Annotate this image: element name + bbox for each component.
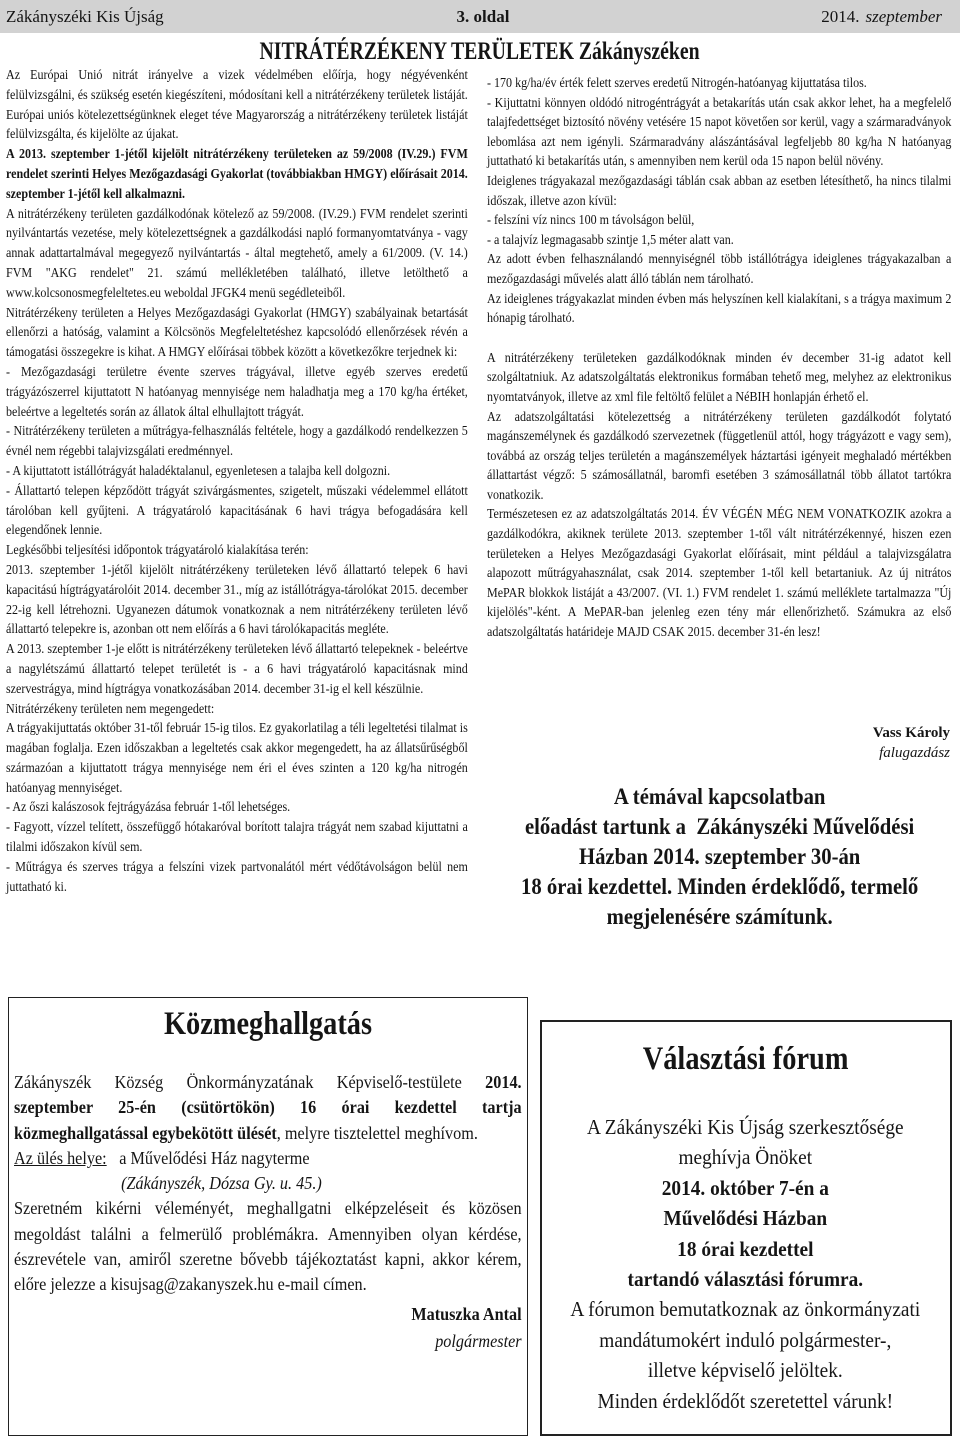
paragraph: Legkésőbbi teljesítési időpontok trágyatároló kialakítása terén: xyxy=(6,543,309,559)
article-left-column xyxy=(6,66,468,897)
list-item: - Nitrátérzékeny területen a műtrágya-felhasználás feltétele, hogy a gazdálkodó rendelkezzen 5 évnél nem régebbi talajvizsgálati eredménnyel. xyxy=(6,424,468,460)
forum-venue-line: Művelődési Házban xyxy=(663,1206,828,1231)
paragraph: Nitrátérzékeny területen nem megengedett: xyxy=(6,701,215,717)
request-paragraph: Szeretném kikérni véleményét, meghallgatni elképzeléseit és közösen megoldást találni a felmerülő problémákra. Amennyiben olyan kérdése, észrevétele van, amiről szeretne bővebb tájékoztatást kapni, akkor kérem, előre jelezze a kisujsag@zakanyszek.hu e-mail címen. xyxy=(14,1198,522,1295)
article-right-column xyxy=(487,74,951,643)
paragraph: A nitrátérzékeny területen gazdálkodónak kötelező az 59/2008. (IV.29.) FVM rendelet szerinti nyilvántartás vezetése, mely kötelezettségnek a gazdálkodási napló formanyomtatványa - vagy annak adattartalmával megegyező nyilvántartás - által megtehető, amely a 61/2009. (V. 14.) FVM "AKG rendelet" 21. számú mellékletében található, illetve letölthető a www.kolcsonosmegfeleltetes.eu weboldal JFGK4 menü segédleteiből. xyxy=(6,206,468,301)
forum-line: illetve képviselő jelöltek. xyxy=(647,1358,843,1383)
announcement-line: Házban 2014. szeptember 30-án xyxy=(578,844,861,869)
election-forum-box xyxy=(540,1020,952,1436)
venue-value: a Művelődési Ház nagyterme xyxy=(119,1147,310,1168)
issue-month: szeptember xyxy=(865,7,942,26)
invitation-intro: Zákányszék Község Önkormányzatának Képviselő-testülete xyxy=(14,1072,486,1092)
venue-line xyxy=(14,1146,522,1171)
paragraph: Az adatszolgáltatási kötelezettség a nitrátérzékeny területen gazdálkodót folytató magánszemélynek és gazdálkodó szervezetnek (függetlenül attól, hogy trágyázott e vagy sem), továbbá az ország teljes területén a magánszemélyek háztartási igényeit meghaladó mértékben állattartást végző: 5 számosállatnál, baromfi esetében 3 számosállatnál több állatot tartókra vonatkozik. xyxy=(487,409,952,503)
forum-event-line: tartandó választási fórumra. xyxy=(627,1267,864,1292)
paragraph: Az adott évben felhasználandó mennyiségnél több istállótrágya ideiglenes trágyakazalban a mezőgazdasági művelés alatt álló táblán nem tárolható. xyxy=(487,252,952,287)
forum-date-line: 2014. október 7-én a xyxy=(661,1175,829,1200)
forum-line: A fórumon bemutatkoznak az önkormányzati xyxy=(570,1297,921,1322)
paragraph: Az Európai Unió nitrát irányelve a vizek védelmében előírja, hogy négyévenként felülvizsgálni, és szükség esetén kiegészíteni, módosítani kell a nitrátérzékeny területek listáját. Európai uniós kötelezettségünknek eleget téve Magyarország a nitrátérzékeny területek listáját felülvizsgálta, és kijelölte az újakat. xyxy=(6,68,468,143)
invitation-details: 2014. szeptember 25-én (csütörtökön) 16 órai kezdettel tartja közmeghallgatással egybekötött ülését xyxy=(14,1072,522,1143)
paragraph: Ideiglenes trágyakazal mezőgazdasági táblán csak abban az esetben létesíthető, ha nincs tilalmi időszak, illetve azon kívül: xyxy=(487,173,952,209)
announcement-line: előadást tartunk a Zákányszéki Művelődési xyxy=(524,814,915,839)
public-hearing-body xyxy=(14,1070,522,1354)
article-title-row xyxy=(0,36,960,68)
venue-address: (Zákányszék, Dózsa Gy. u. 45.) xyxy=(121,1173,322,1194)
list-item: - Az őszi kalászosok fejtrágyázása február 1-től lehetséges. xyxy=(6,800,291,816)
signer-name: Matuszka Antal xyxy=(411,1303,522,1324)
list-item: - a talajvíz legmagasabb szintje 1,5 méter alatt van. xyxy=(487,232,734,248)
paragraph: Az ideiglenes trágyakazlat minden évben más helyszínen kell kialakítani, s a trágya maximum 2 hónapig tárolható. xyxy=(487,291,952,327)
announcement-line: megjelenésére számítunk. xyxy=(606,904,833,929)
paragraph: A 2013. szeptember 1-je előtt is nitrátérzékeny területeken lévő állattartó telepeknek - beleértve a nagylétszámú állattartó telepet területét is - a 6 havi trágyatároló kapacitásnak mind szervestrágya, mind hígtrágya vonatkozásában 2014. december 31-ig el kell készülnie. xyxy=(6,642,468,697)
paragraph-bold: A 2013. szeptember 1-jétől kijelölt nitrátérzékeny területeken az 59/2008 (IV.29.) FVM rendelet szerinti Helyes Mezőgazdasági Gyakorlat (továbbiakban HMGY) előírásait 2014. szeptember 1-jétől kell alkalmazni. xyxy=(6,147,468,202)
author-name: Vass Károly xyxy=(872,725,950,741)
article-title: NITRÁTÉRZÉKENY TERÜLETEK Zákányszéken xyxy=(259,38,701,65)
public-hearing-title: Közmeghallgatás xyxy=(163,1006,372,1042)
invitation-outro: , melyre tisztelettel meghívom. xyxy=(276,1122,478,1143)
announcement-line: A témával kapcsolatban xyxy=(613,784,826,809)
lecture-announcement xyxy=(487,782,952,934)
signer-role: polgármester xyxy=(435,1330,522,1351)
paragraph: A trágyakijuttatás október 31-től február 15-ig tilos. Ez gyakorlatilag a téli legeltetési tilalmat is magában foglalja. Ezen időszakban a legeltetés csak akkor megengedett, ha az állatsűrűségből származóan a kijuttatott trágya mennyisége nem éri el éves szinten a 120 kg/ha nitrogén hatóanyag mennyiséget. xyxy=(6,721,468,796)
list-item: - Mezőgazdasági területre évente szerves trágyával, illetve egyéb szerves eredetű trágyázószerrel kijuttatott N hatóanyag mennyisége nem haladhatja meg a 170 kg/ha értéket, beleértve a legeltetés során az állatok által elhullajtott trágyát. xyxy=(6,364,468,420)
election-forum-title: Választási fórum xyxy=(642,1041,849,1077)
signature xyxy=(14,1302,522,1355)
public-hearing-box xyxy=(8,997,528,1436)
public-hearing-title-row xyxy=(9,1004,526,1044)
list-item: - Kijuttatni könnyen oldódó nitrogéntrágyát a betakarítás után csak akkor lehet, ha a megfelelő talajfedettséget biztosító növény vetésére 15 napot követően sor kerül, vagy a szármaradványok lebomlása azt nem igényli. Szármaradvány alászántásával legfeljebb 80 kg/ha N hatóanyag juttatható ki betakarítás után, s amennyiben nem kerül oda 15 napon belül növény. xyxy=(487,95,952,170)
paragraph: 2013. szeptember 1-jétől kijelölt nitrátérzékeny területeken lévő állattartó telepek 6 havi kapacitású hígtrágyatárolóit 2014. december 31., míg az istállótrágya-tárolókat 2015. december 22-ig kell létrehozni. Ugyanezen dátumok vonatkoznak a nem nitrátérzékeny területen lévő állattartó telepekre is, azonban ott nem előírás a 6 havi tárolókapacitás megléte. xyxy=(6,562,468,638)
venue-label: Az ülés helye: xyxy=(14,1147,107,1168)
author-role: falugazdász xyxy=(879,745,950,761)
list-item: - Műtrágya és szerves trágya a felszíni vizek partvonalától mért védőtávolságon belül nem juttatható ki. xyxy=(6,859,468,895)
list-item: - A kijuttatott istállótrágyát haladéktalanul, egyenletesen a talajba kell dolgozni. xyxy=(6,463,391,479)
list-item: - felszíni víz nincs 100 m távolságon belül, xyxy=(487,213,695,229)
forum-line: meghívja Önöket xyxy=(678,1145,813,1170)
paragraph: Természetesen ez az adatszolgáltatás 2014. ÉV VÉGÉN MÉG NEM VONATKOZIK azokra a gazdálkodókra, akiknek területe 2013. szeptember 1-től vált nitrátérzékennyé, hiszen ezen területeken a Helyes Mezőgazdasági Gyakorlat előírásait, mint például a talajvizsgálatra alapozott műtrágyahasználat, csak 2014. szeptember 1-től kell betartaniuk. Az új nitrátos MePAR blokkok listáját a 43/2007. (VI. 1.) FVM rendelet 1. számú melléklete tartalmazza "Új kijelölés"-ként. A MePAR-ban jelenleg ezen tény már ellenőrizhető. Számukra az első adatszolgáltatás határideje MAJD CSAK 2015. december 31-én lesz! xyxy=(487,507,952,641)
list-item: - 170 kg/ha/év érték felett szerves eredetű Nitrogén-hatóanyag kijuttatása tilos. xyxy=(487,76,867,91)
forum-line: Minden érdeklődőt szeretettel várunk! xyxy=(597,1388,894,1413)
issue-date xyxy=(821,0,942,33)
election-forum-body xyxy=(542,1112,949,1416)
page-header xyxy=(0,0,960,33)
list-item: - Fagyott, vízzel telített, összefüggő hótakaróval borított talajra trágyát nem szabad kijuttatni a tilalmi időszakon kívül sem. xyxy=(6,820,468,856)
forum-line: A Zákányszéki Kis Újság szerkesztősége xyxy=(587,1115,904,1139)
forum-time-line: 18 órai kezdettel xyxy=(677,1236,814,1261)
announcement-line: 18 órai kezdettel. Minden érdeklődő, termelő xyxy=(521,874,919,899)
forum-line: mandátumokért induló polgármester-, xyxy=(599,1327,892,1352)
election-forum-title-row xyxy=(542,1039,949,1079)
paragraph: A nitrátérzékeny területeken gazdálkodóknak minden év december 31-ig adatot kell szolgáltatniuk. Az adatszolgáltatás elektronikus formában tehető meg, melyhez az elektronikus nyomtatványok, illetve az xml file feltöltő felület a NéBIH honlapján érhető el. xyxy=(487,350,952,405)
invitation-paragraph xyxy=(14,1070,522,1146)
list-item: - Állattartó telepen képződött trágyát szivárgásmentes, szigetelt, műszaki védelemmel ellátott tárolóban kell gyűjteni. A trágyatároló kapacitásának 6 havi trágya befogadására kell elegendőnek lennie. xyxy=(6,483,468,539)
paragraph: Nitrátérzékeny területen a Helyes Mezőgazdasági Gyakorlat (HMGY) szabályainak betartását ellenőrzi a hatóság, valamint a Kölcsönös Megfeleltetéshez kapcsolódó ellenőrzések révén a támogatási összegekre is kihat. A HMGY előírásai többek között a következőkre terjednek ki: xyxy=(6,305,468,361)
article-byline xyxy=(487,723,950,763)
page-number: 3. oldal xyxy=(456,7,510,26)
issue-year: 2014. xyxy=(821,7,860,26)
newspaper-name: Zákányszéki Kis Újság xyxy=(6,7,164,26)
